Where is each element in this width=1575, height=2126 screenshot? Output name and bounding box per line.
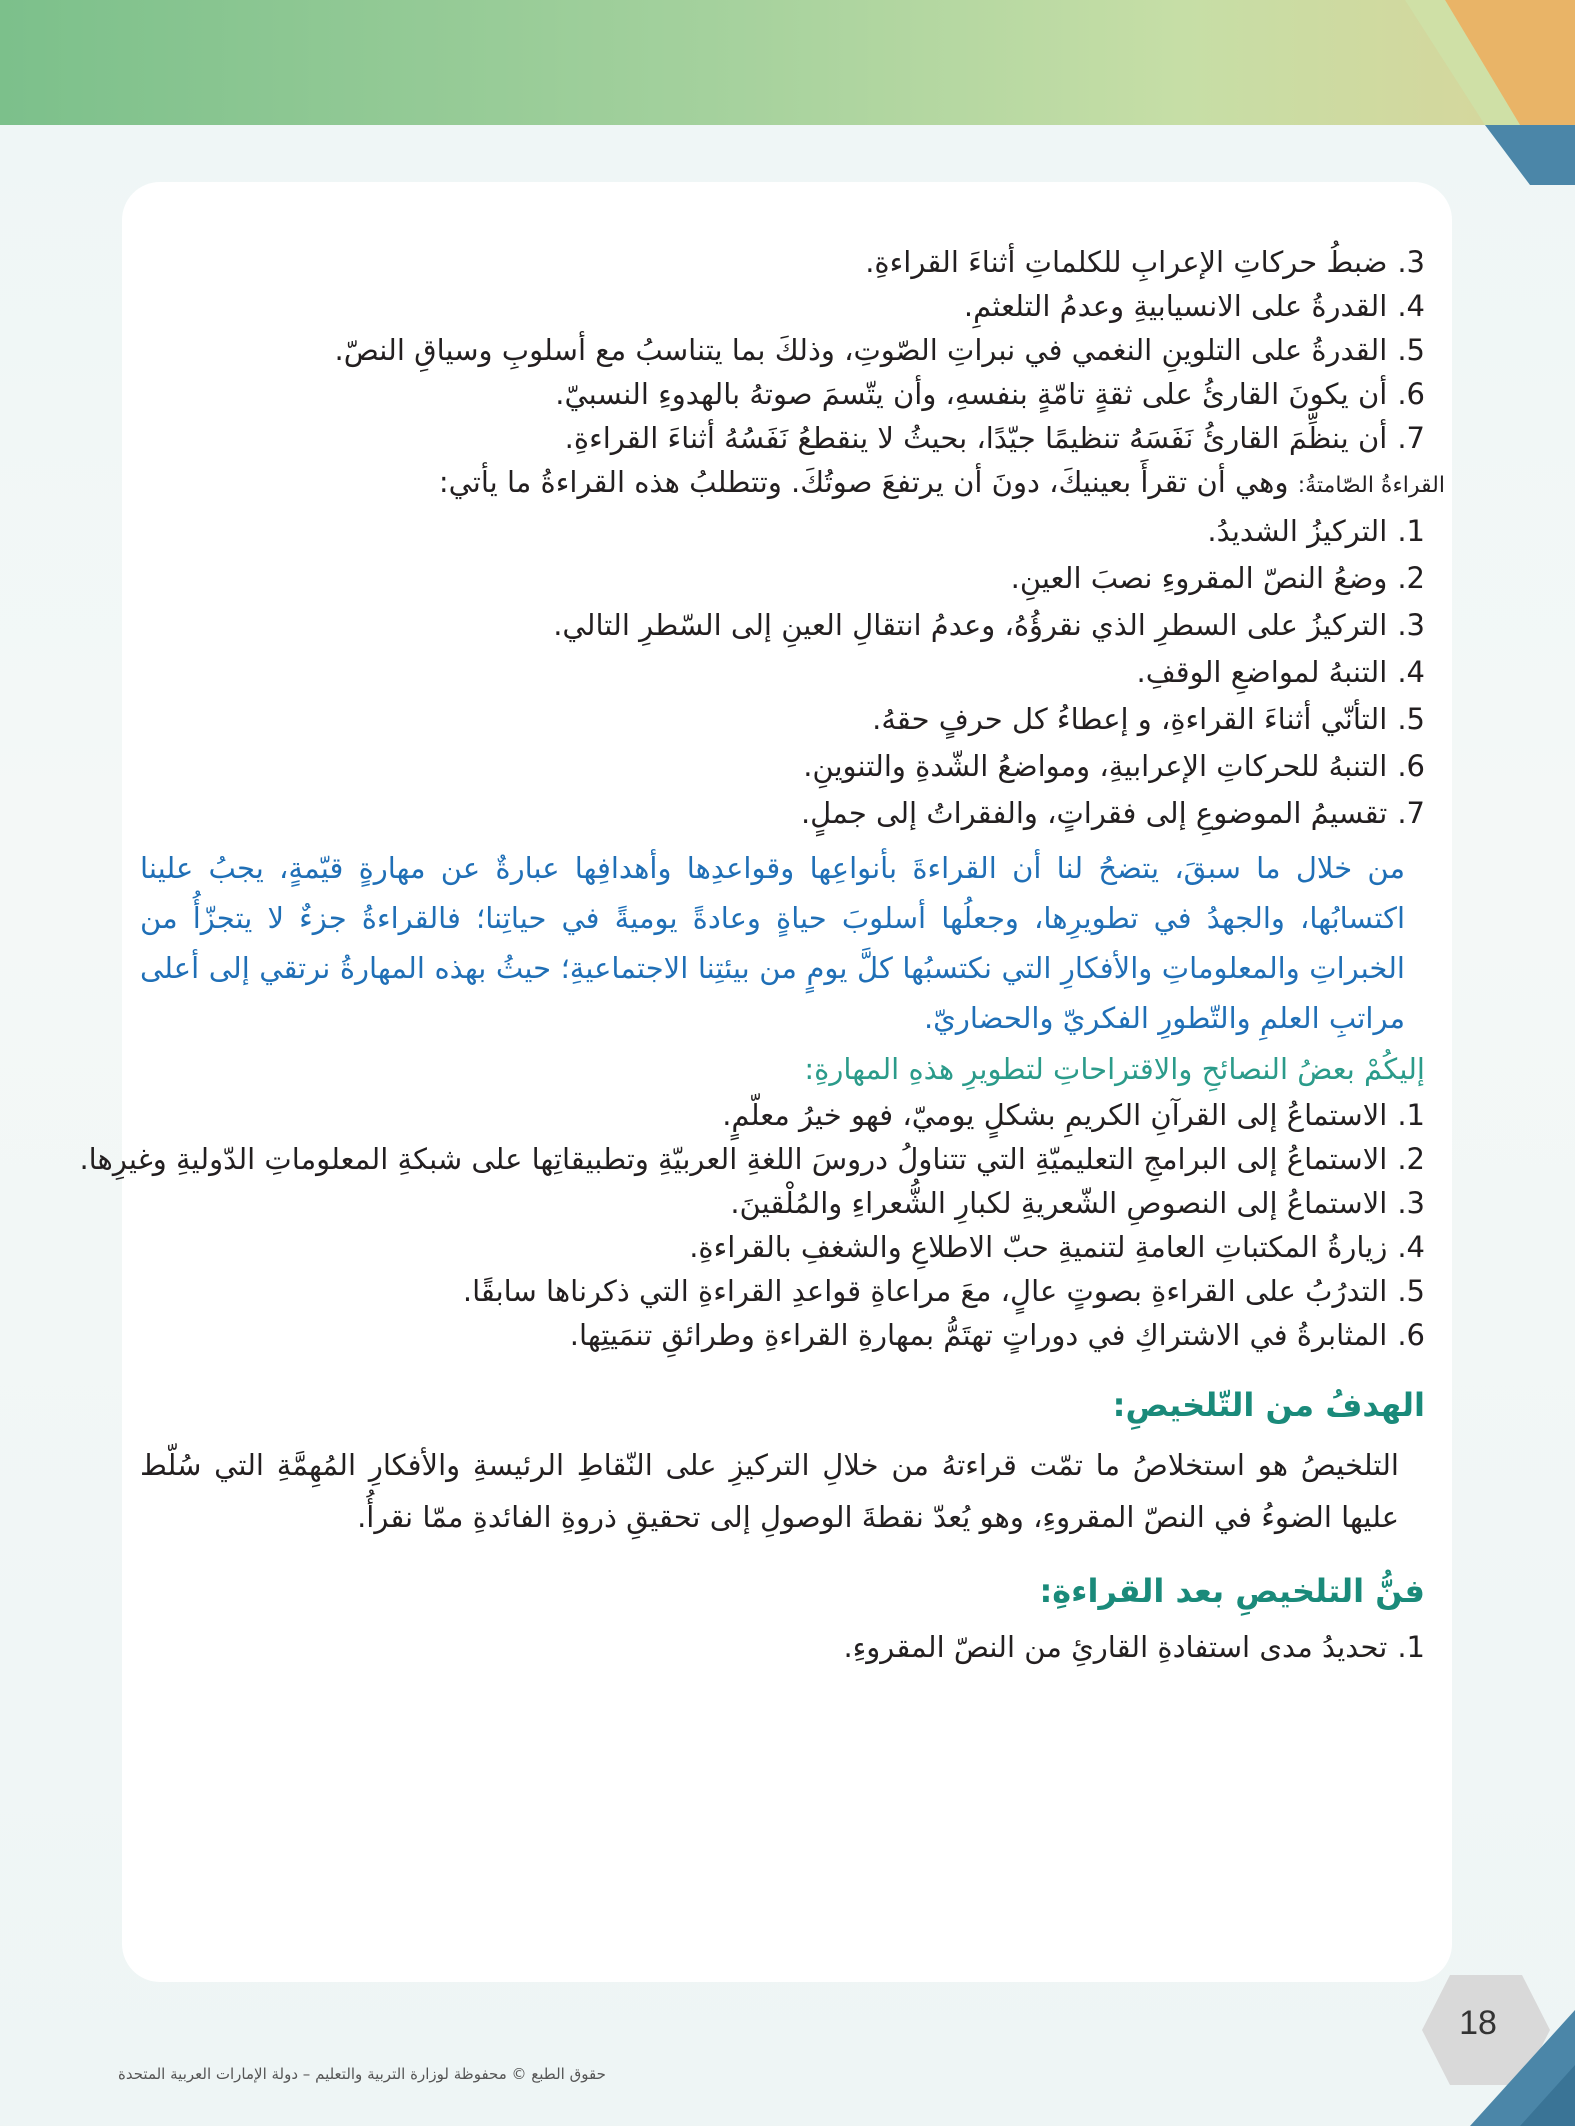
top-banner <box>0 0 1575 125</box>
goal-paragraph: التلخيصُ هو استخلاصُ ما تمّت قراءتهُ من خلالِ التركيزِ على النّقاطِ الرئيسةِ والأفكارِ المُهِمَّةِ التي سُلّط عليها الضوءُ في النصّ المقروءِ، وهو يُعدّ نقطةَ الوصولِ إلى تحقيقِ ذروةِ الفائدةِ ممّا نقرأُ. <box>140 1448 1399 1534</box>
list-item: 4.القدرةُ على الانسيابيةِ وعدمُ التلعثمِ. <box>963 289 1425 323</box>
heading-art-of-summarizing: فنُّ التلخيصِ بعد القراءةِ: <box>1039 1572 1425 1610</box>
silent-reading-list <box>140 508 1425 837</box>
list-item: 4.التنبهُ لمواضعِ الوقفِ. <box>1136 655 1425 689</box>
list-item: 1.التركيزُ الشديدُ. <box>1207 514 1425 548</box>
list-item: 3.الاستماعُ إلى النصوصِ الشّعريةِ لكبارِ الشُّعراءِ والمُلْقينَ. <box>730 1186 1425 1220</box>
list-item: 2.وضعُ النصّ المقروءِ نصبَ العينِ. <box>1010 561 1425 595</box>
copyright-footer: حقوق الطبع © محفوظة لوزارة التربية والتعليم – دولة الإمارات العربية المتحدة <box>118 2065 606 2083</box>
list-item: 7.تقسيمُ الموضوعِ إلى فقراتٍ، والفقراتُ إلى جملٍ. <box>800 796 1425 830</box>
list-item: 2.الاستماعُ إلى البرامجِ التعليميّةِ التي تتناولُ دروسَ اللغةِ العربيّةِ وتطبيقاتِها على شبكةِ المعلوماتِ الدّوليةِ وغيرِها. <box>79 1142 1425 1176</box>
list-item: 5.التدرُبُ على القراءةِ بصوتٍ عالٍ، معَ مراعاةِ قواعدِ القراءةِ التي ذكرناها سابقًا. <box>462 1274 1425 1308</box>
silent-reading-intro: القراءةُ الصّامتةُ: وهي أن تقرأَ بعينيكَ، دونَ أن يرتفعَ صوتُكَ. وتتطلبُ هذه القراءةُ ما يأتي: <box>438 465 1445 499</box>
page-number: 18 <box>1459 2004 1497 2042</box>
tips-intro: إليكُمْ بعضُ النصائحِ والاقتراحاتِ لتطويرِ هذهِ المهارةِ: <box>804 1052 1425 1086</box>
page-content <box>79 240 1445 1669</box>
list-item: 5.التأنّي أثناءَ القراءةِ، و إعطاءُ كل حرفٍ حقهُ. <box>872 702 1425 736</box>
heading-goal-of-summarizing: الهدفُ من التّلخيصِ: <box>1112 1386 1425 1424</box>
list-item: 6.التنبهُ للحركاتِ الإعرابيةِ، ومواضعُ الشّدةِ والتنوينِ. <box>803 749 1425 783</box>
summary-paragraph: من خلال ما سبقَ، يتضحُ لنا أن القراءةَ بأنواعِها وقواعدِها وأهدافِها عبارةٌ عن مهارةٍ قيّمةٍ، يجبُ علينا اكتسابُها، والجهدُ في تطويرِها، وجعلُها أسلوبَ حياةٍ وعادةً يوميةً في حياتِنا؛ فالقراءةُ جزءٌ لا يتجزّأُ من الخبراتِ والمعلوماتِ والأفكارِ التي نكتسبُها كلَّ يومٍ من بيئتِنا الاجتماعيةِ؛ حيثُ بهذه المهارةُ نرتقي إلى أعلى مراتبِ العلمِ والتّطورِ الفكريّ والحضاريّ. <box>140 851 1405 1035</box>
list-item: 3.التركيزُ على السطرِ الذي نقرؤُهُ، وعدمُ انتقالِ العينِ إلى السّطرِ التالي. <box>553 608 1425 642</box>
list-item: 3.ضبطُ حركاتِ الإعرابِ للكلماتِ أثناءَ القراءةِ. <box>865 245 1425 279</box>
list-item: 7.أن ينظِّمَ القارئُ نَفَسَهُ تنظيمًا جيّدًا، بحيثُ لا ينقطعُ نَفَسُهُ أثناءَ القراءةِ. <box>564 421 1425 455</box>
list-item: 1.الاستماعُ إلى القرآنِ الكريمِ بشكلٍ يوميّ، فهو خيرُ معلّمٍ. <box>722 1098 1425 1132</box>
tips-list <box>79 1093 1425 1357</box>
list-item: 1.تحديدُ مدى استفادةِ القارئِ من النصّ المقروءِ. <box>843 1630 1425 1664</box>
top-corner-decoration <box>1405 0 1575 185</box>
bottom-corner-decoration <box>1450 2010 1575 2126</box>
list-item: 4.زيارةُ المكتباتِ العامةِ لتنميةِ حبّ الاطلاعِ والشغفِ بالقراءةِ. <box>689 1230 1425 1264</box>
list-item: 6.المثابرةُ في الاشتراكِ في دوراتٍ تهتَمُّ بمهارةِ القراءةِ وطرائقِ تنمَيتِها. <box>569 1318 1425 1352</box>
art-list <box>140 1625 1425 1669</box>
list-item: 6.أن يكونَ القارئُ على ثقةٍ تامّةٍ بنفسهِ، وأن يتّسمَ صوتهُ بالهدوءِ النسبيّ. <box>555 377 1425 411</box>
reading-aloud-list <box>140 240 1425 460</box>
list-item: 5.القدرةُ على التلوينِ النغمي في نبراتِ الصّوتِ، وذلكَ بما يتناسبُ مع أسلوبِ وسياقِ النصّ. <box>334 333 1425 367</box>
